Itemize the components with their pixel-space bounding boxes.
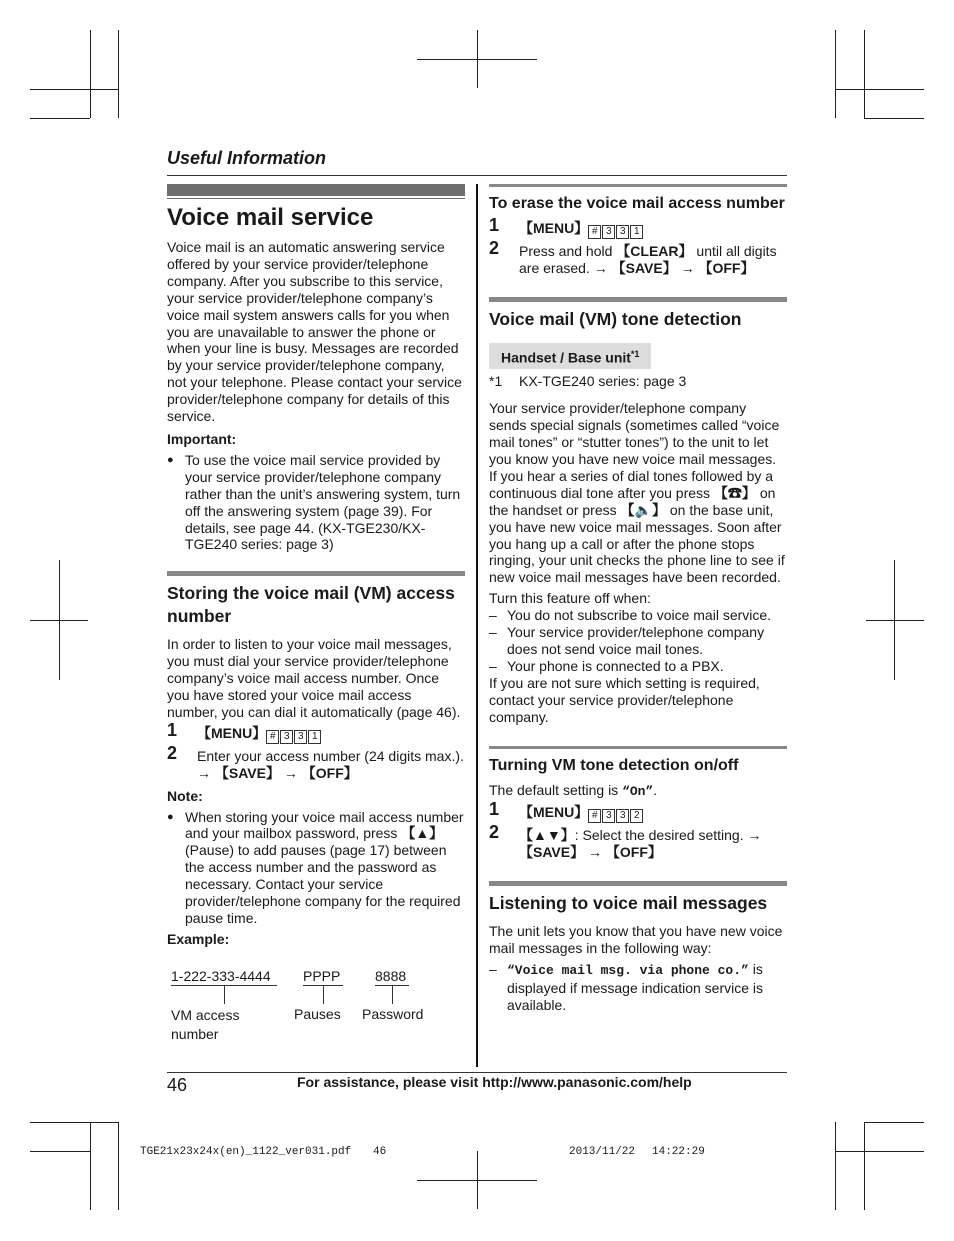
running-header: Useful Information xyxy=(167,148,327,168)
off-key: 【OFF】 xyxy=(301,764,358,781)
pause-key: 【▲】 xyxy=(401,825,444,842)
listen-item xyxy=(489,961,787,1014)
important-bullet: ● To use the voice mail service provided by your service provider/telephone company rather than the unit’s answering system, turn off the answering system (page 39). For details, see page 44. (KX-TGE230/KX-TGE240 series: page 3) xyxy=(167,452,465,553)
speaker-key: 【🔈】 xyxy=(620,501,666,518)
step-2 xyxy=(167,742,465,782)
storing-paragraph: In order to listen to your voice mail messages, you must dial your service provider/telephone company’s voice mail access number. Once you have stored your voice mail access number, you can dial it automatically (page 46). xyxy=(167,636,461,720)
arrow-icon: → xyxy=(680,259,695,276)
navigator-key: 【▲▼】 xyxy=(519,827,575,844)
talk-key: 【☎】 xyxy=(713,484,756,501)
arrow-icon: → xyxy=(593,259,608,276)
crop-mark xyxy=(417,1180,537,1181)
step-text: Press and hold xyxy=(519,243,613,259)
turnoff-item: – Your phone is connected to a PBX. xyxy=(489,658,787,675)
example-diagram xyxy=(167,960,465,1050)
step-number: 2 xyxy=(167,742,178,763)
tone-text: on the handset or press xyxy=(489,484,776,518)
crop-mark xyxy=(118,1122,119,1210)
note-text: When storing your voice mail access number and your mailbox password, press xyxy=(185,808,464,842)
intro-paragraph: Voice mail is an automatic answering service offered by your service provider/telephone company. After you subscribe to this service, your service provider/telephone company’s voice mail system answers calls for you when you are unavailable to answer the phone or when your line is busy. Messages are recorded by your service provider/telephone company, not your telephone. Please contact your service provider/telephone company for details of this service. xyxy=(167,239,462,425)
default-text: . xyxy=(653,781,658,798)
key-digit: 1 xyxy=(630,225,643,239)
key-hash: # xyxy=(588,809,601,823)
step-1 xyxy=(167,719,465,744)
onoff-step-1 xyxy=(489,799,787,823)
right-column xyxy=(489,184,787,1014)
crop-mark xyxy=(864,30,865,118)
important-label: Important: xyxy=(167,430,237,447)
crop-mark xyxy=(835,30,836,118)
key-digit: 3 xyxy=(294,730,307,744)
step-text: : Select the desired setting. xyxy=(574,827,744,844)
example-connector xyxy=(392,986,393,1004)
tone-paragraph xyxy=(489,400,787,586)
header-rule xyxy=(167,175,787,176)
turnoff-item: – You do not subscribe to voice mail service. xyxy=(489,607,787,624)
erase-title: To erase the voice mail access number xyxy=(489,195,785,212)
footer-rule xyxy=(167,1072,787,1073)
step-text: Enter your access number (24 digits max.). xyxy=(197,747,464,764)
listen-item-text: is displayed if message indication service is available. xyxy=(507,961,764,1013)
example-pauses: PPPP xyxy=(303,967,341,984)
menu-key: 【MENU】 xyxy=(519,220,589,236)
menu-key: 【MENU】 xyxy=(519,804,589,821)
key-digit: 1 xyxy=(308,730,321,744)
crop-mark xyxy=(30,89,118,90)
tag-footnote-ref: *1 xyxy=(630,348,640,359)
crop-mark xyxy=(835,1122,836,1210)
assistance-text: For assistance, please visit http://www.panasonic.com/help xyxy=(297,1074,692,1090)
key-digit: 3 xyxy=(602,809,615,823)
onoff-step-2 xyxy=(489,822,787,861)
note-label: Note: xyxy=(167,787,203,804)
footnote-number: *1 xyxy=(489,373,503,390)
crop-mark xyxy=(30,620,88,621)
crop-mark xyxy=(866,620,924,621)
example-label-number: VM access number xyxy=(171,1006,240,1042)
arrow-icon: → xyxy=(587,844,602,861)
key-hash: # xyxy=(266,730,279,744)
note-text: (Pause) to add pauses (page 17) between the access number and the password as necessary. Contact your service provider/telephone company for the required pause time. xyxy=(185,842,461,926)
save-key: 【SAVE】 xyxy=(214,764,280,781)
key-digit: 3 xyxy=(616,809,629,823)
example-connector xyxy=(224,986,225,1004)
subsection-bar xyxy=(489,297,787,302)
key-digit: 3 xyxy=(602,225,615,239)
default-text: The default setting is xyxy=(489,781,619,798)
example-label: Example: xyxy=(167,930,230,947)
handset-base-tag xyxy=(489,343,651,370)
erase-step-1 xyxy=(489,215,787,239)
turnoff-outro: If you are not sure which setting is required, contact your service provider/telephone company. xyxy=(489,674,760,725)
section-title: Voice mail service xyxy=(167,204,374,231)
step-number: 1 xyxy=(489,799,500,820)
step-text: until all digits are erased. xyxy=(519,243,777,276)
column-divider xyxy=(476,184,478,1067)
tone-text: on the base unit, you have new voice mail messages. Soon after you hang up a call or after the phone stops ringing, your unit checks the phone line to see if new voice mail messages have been recorded. xyxy=(489,501,785,586)
menu-key: 【MENU】 xyxy=(197,724,267,741)
display-message: “Voice mail msg. via phone co.” xyxy=(507,963,749,979)
note-bullet xyxy=(167,809,465,927)
crop-mark xyxy=(864,1122,924,1123)
off-key: 【OFF】 xyxy=(698,259,755,276)
subsection-bar xyxy=(167,571,465,576)
crop-mark xyxy=(30,118,90,119)
example-label-password: Password xyxy=(362,1005,424,1022)
step-number: 1 xyxy=(489,215,500,235)
turnoff-item: – Your service provider/telephone company does not send voice mail tones. xyxy=(489,624,787,658)
crop-mark xyxy=(30,1122,118,1123)
turnoff-intro: Turn this feature off when: xyxy=(489,590,651,607)
example-number: 1-222-333-4444 xyxy=(171,967,271,984)
print-page: 46 xyxy=(373,1146,387,1158)
tag-text: Handset / Base unit xyxy=(501,349,631,366)
save-key: 【SAVE】 xyxy=(611,259,677,276)
key-hash: # xyxy=(588,225,601,239)
step-number: 2 xyxy=(489,238,500,258)
onoff-default xyxy=(489,782,787,801)
tone-title: Voice mail (VM) tone detection xyxy=(489,308,742,329)
crop-mark xyxy=(864,118,924,119)
step-number: 1 xyxy=(167,719,178,740)
listen-paragraph: The unit lets you know that you have new voice mail messages in the following way: xyxy=(489,923,783,957)
tone-text: Your service provider/telephone company sends special signals (sometimes called “voice mail tones” or “stutter tones”) to the unit to let you know you have new voice mail messages. If you hear a series of dial tones followed by a continuous dial tone after you press xyxy=(489,400,780,501)
crop-mark xyxy=(118,30,119,118)
example-label-pauses: Pauses xyxy=(294,1005,341,1022)
crop-mark xyxy=(836,1151,924,1152)
example-connector xyxy=(323,986,324,1004)
footnote xyxy=(489,373,787,390)
onoff-title: Turning VM tone detection on/off xyxy=(489,756,739,774)
page-number: 46 xyxy=(167,1075,188,1095)
subsection-bar xyxy=(489,881,787,886)
key-digit: 3 xyxy=(280,730,293,744)
footnote-text: KX-TGE240 series: page 3 xyxy=(519,373,687,390)
step-number: 2 xyxy=(489,822,500,843)
default-value: “On” xyxy=(622,783,654,799)
crop-mark xyxy=(417,59,537,60)
storing-title: Storing the voice mail (VM) access number xyxy=(167,583,455,627)
section-bar xyxy=(167,184,465,196)
section-bar-line xyxy=(167,198,465,199)
arrow-icon: → xyxy=(197,764,211,781)
subsection-bar xyxy=(489,184,787,187)
crop-mark xyxy=(90,30,91,118)
erase-step-2 xyxy=(489,238,787,277)
print-date: 2013/11/22 xyxy=(569,1146,636,1158)
print-time: 14:22:29 xyxy=(652,1146,705,1158)
crop-mark xyxy=(30,1151,90,1152)
crop-mark xyxy=(864,1122,865,1210)
listen-title: Listening to voice mail messages xyxy=(489,893,768,914)
key-digit: 3 xyxy=(616,225,629,239)
arrow-icon: → xyxy=(747,827,762,844)
left-column xyxy=(167,184,465,1050)
example-password: 8888 xyxy=(375,967,407,984)
clear-key: 【CLEAR】 xyxy=(616,243,693,259)
print-file: TGE21x23x24x(en)_1122_ver031.pdf xyxy=(140,1146,352,1158)
key-digit: 2 xyxy=(630,809,643,823)
crop-mark xyxy=(836,89,924,90)
crop-mark xyxy=(90,1122,91,1210)
arrow-icon: → xyxy=(283,764,298,781)
off-key: 【OFF】 xyxy=(605,844,662,861)
save-key: 【SAVE】 xyxy=(519,844,585,861)
subsection-bar xyxy=(489,746,787,749)
